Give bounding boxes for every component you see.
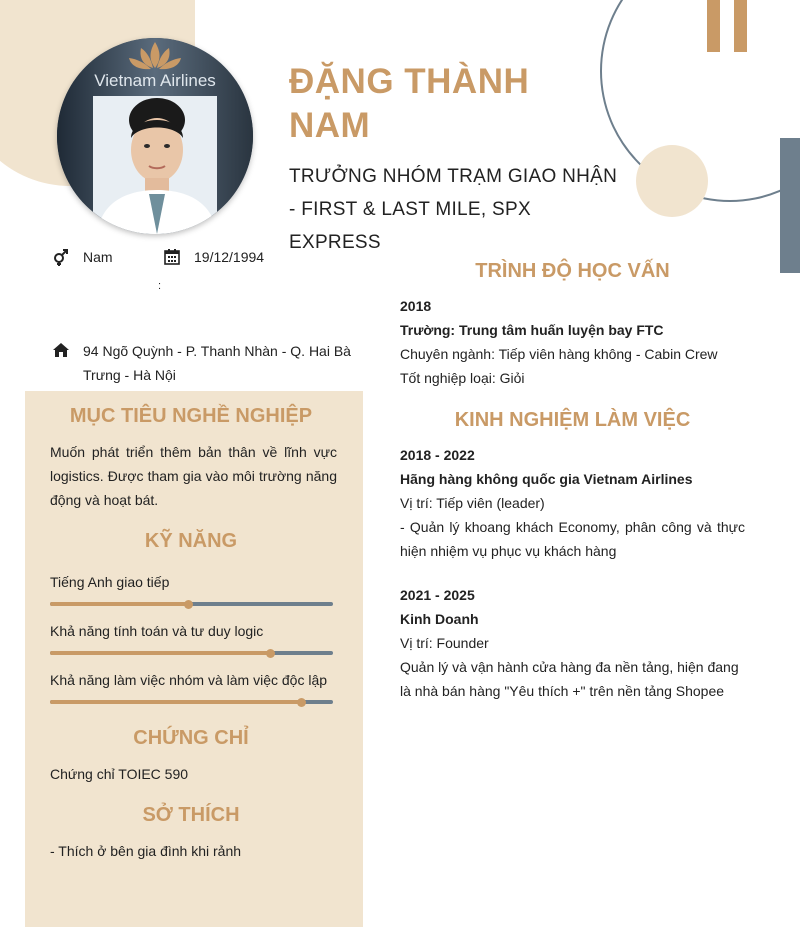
job-company: Kinh Doanh bbox=[400, 611, 479, 627]
skill-bar-fill bbox=[50, 700, 302, 704]
skill-label: Tiếng Anh giao tiếp bbox=[50, 574, 170, 590]
role-line: - FIRST & LAST MILE, SPX EXPRESS bbox=[289, 199, 531, 253]
certificate-item: Chứng chỉ TOIEC 590 bbox=[50, 766, 189, 782]
objective-title: MỤC TIÊU NGHỀ NGHIỆP bbox=[69, 405, 313, 427]
objective-text: Muốn phát triển thêm bản thân về lĩnh vực logistics. Được tham gia vào môi trường năng động và hoạt bát. bbox=[50, 444, 337, 508]
gender-value: Nam bbox=[83, 249, 113, 265]
certificates-title: CHỨNG CHỈ bbox=[133, 727, 249, 749]
hobbies-title: SỞ THÍCH bbox=[142, 804, 240, 826]
education-title: TRÌNH ĐỘ HỌC VẤN bbox=[475, 260, 670, 282]
job-position: Vị trí: Founder bbox=[400, 635, 489, 651]
skill-bar bbox=[50, 651, 333, 655]
education-year: 2018 bbox=[400, 298, 432, 314]
logo-text: Vietnam Airlines bbox=[94, 71, 216, 90]
skill-label: Khả năng tính toán và tư duy logic bbox=[50, 623, 264, 639]
skill-bar bbox=[50, 700, 333, 704]
name-line: ĐẶNG THÀNH bbox=[289, 62, 530, 101]
skill-bar-knob bbox=[297, 698, 306, 707]
skills-title: KỸ NĂNG bbox=[144, 530, 238, 552]
education-school: Trường: Trung tâm huấn luyện bay FTC bbox=[400, 322, 664, 338]
address-value: 94 Ngõ Quỳnh - P. Thanh Nhàn - Q. Hai Bà Trưng - Hà Nội bbox=[83, 343, 351, 383]
skill-bar-knob bbox=[266, 649, 275, 658]
profile-photo bbox=[57, 38, 253, 234]
candidate-role bbox=[289, 160, 619, 259]
job-description: - Quản lý khoang khách Economy, phân công và thực hiện nhiệm vụ phục vụ khách hàng bbox=[400, 519, 745, 559]
skill-bar bbox=[50, 602, 333, 606]
profile-photo-image bbox=[57, 38, 253, 234]
candidate-name bbox=[289, 60, 589, 148]
job-period: 2021 - 2025 bbox=[400, 587, 475, 603]
experience-title: KINH NGHIỆM LÀM VIỆC bbox=[454, 409, 691, 431]
stray-colon: : bbox=[158, 280, 162, 292]
gender-icon bbox=[52, 248, 70, 266]
education-major: Chuyên ngành: Tiếp viên hàng không - Cabin Crew bbox=[400, 346, 718, 362]
name-line: NAM bbox=[289, 106, 371, 145]
skill-bar-knob bbox=[184, 600, 193, 609]
role-line: TRƯỞNG NHÓM TRẠM GIAO NHẬN bbox=[289, 166, 618, 187]
home-icon bbox=[52, 341, 70, 359]
calendar-icon bbox=[163, 248, 181, 266]
skill-bar-fill bbox=[50, 651, 271, 655]
job-company: Hãng hàng không quốc gia Vietnam Airlines bbox=[400, 471, 693, 487]
hobby-item: - Thích ở bên gia đình khi rảnh bbox=[50, 843, 242, 859]
education-grade: Tốt nghiệp loại: Giỏi bbox=[400, 370, 525, 386]
decor-bar bbox=[734, 0, 747, 52]
decor-side-bar bbox=[780, 138, 800, 273]
skill-bar-fill bbox=[50, 602, 189, 606]
job-position: Vị trí: Tiếp viên (leader) bbox=[400, 495, 545, 511]
decor-bar bbox=[707, 0, 720, 52]
skill-label: Khả năng làm việc nhóm và làm việc độc lập bbox=[50, 672, 328, 688]
job-period: 2018 - 2022 bbox=[400, 447, 475, 463]
job-description: Quản lý và vận hành cửa hàng đa nền tảng, hiện đang là nhà bán hàng "Yêu thích +" trên nền tảng Shopee bbox=[400, 659, 739, 699]
decor-dot bbox=[636, 145, 708, 217]
birthdate-value: 19/12/1994 bbox=[194, 249, 265, 265]
